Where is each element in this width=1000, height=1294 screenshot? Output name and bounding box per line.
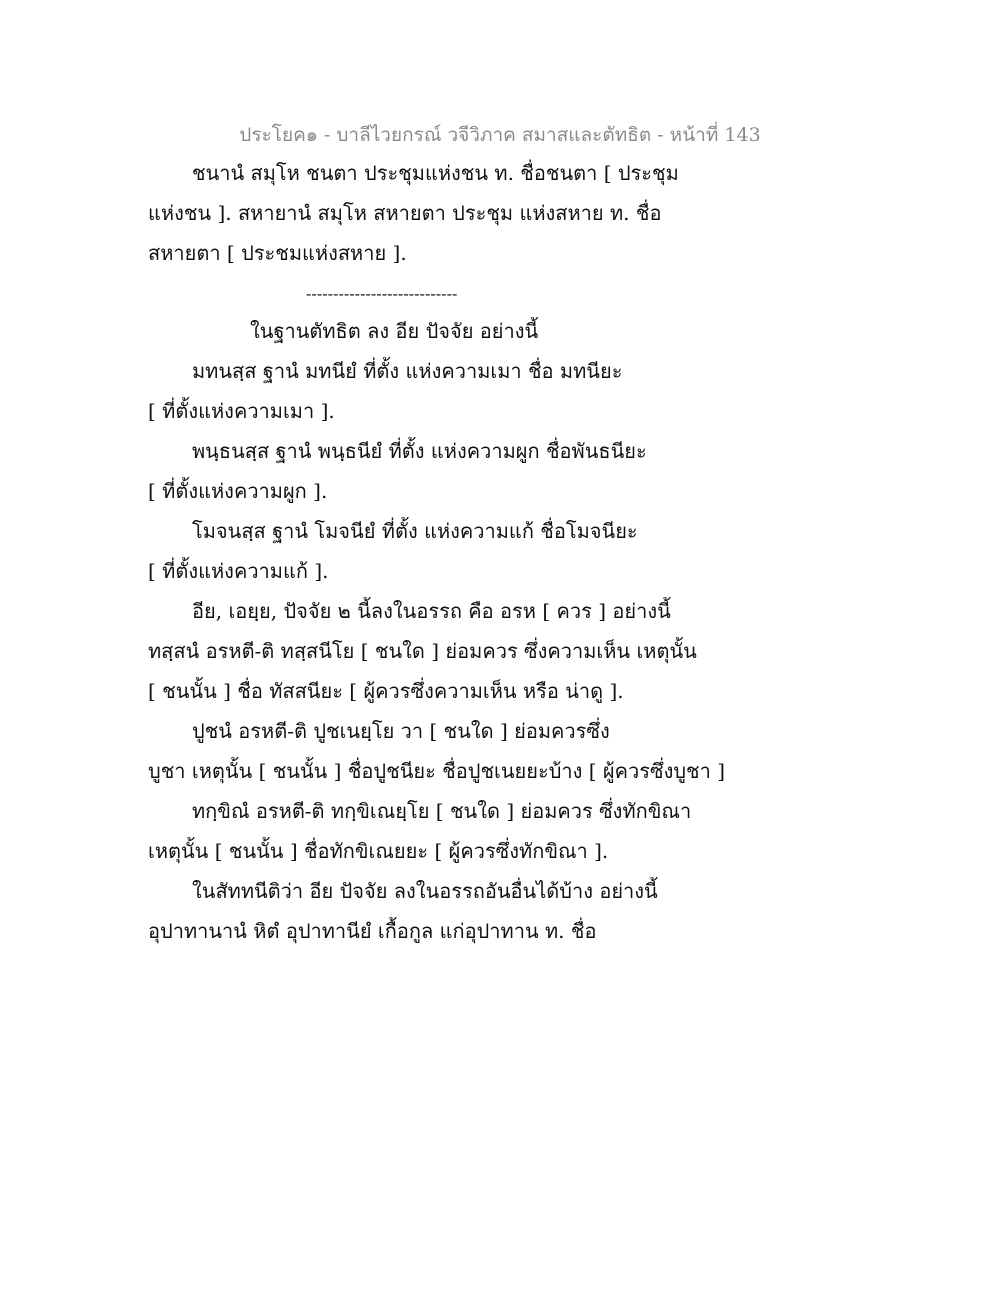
section-heading: ในฐานตัทธิต ลง อีย ปัจจัย อย่างนี้ [250, 319, 539, 343]
text-line: บูชา เหตุนั้น [ ชนนั้น ] ชื่อปูชนียะ ชื่อปูชเนยยะบ้าง [ ผู้ควรซึ่งบูชา ] [148, 759, 726, 783]
text-line: พนฺธนสฺส ฐานํ พนฺธนียํ ที่ตั้ง แห่งความผูก ชื่อพันธนียะ [192, 439, 647, 463]
text-line: โมจนสฺส ฐานํ โมจนียํ ที่ตั้ง แห่งความแก้ ชื่อโมจนียะ [192, 519, 638, 543]
text-line: ปูชนํ อรหตี-ติ ปูชเนยฺโย วา [ ชนใด ] ย่อมควรซึ่ง [192, 719, 610, 743]
text-line: สหายตา [ ประชมแห่งสหาย ]. [148, 241, 407, 265]
text-line: ทกฺขิณํ อรหตี-ติ ทกฺขิเณยฺโย [ ชนใด ] ย่อมควร ซึ่งทักขิณา [192, 799, 692, 823]
text-line: ในสัททนีติว่า อีย ปัจจัย ลงในอรรถอันอื่นได้บ้าง อย่างนี้ [192, 879, 658, 903]
text-line: อุปาทานานํ หิตํ อุปาทานียํ เกื้อกูล แก่อุปาทาน ท. ชื่อ [148, 919, 597, 943]
text-line: เหตุนั้น [ ชนนั้น ] ชื่อทักขิเณยยะ [ ผู้ควรซึ่งทักขิณา ]. [148, 839, 609, 863]
text-line: [ ที่ตั้งแห่งความผูก ]. [148, 479, 328, 503]
page-header: ประโยค๑ - บาลีไวยกรณ์ วจีวิภาค สมาสและตัทธิต - หน้าที่ 143 [239, 124, 761, 146]
text-line: มทนสฺส ฐานํ มทนียํ ที่ตั้ง แห่งความเมา ชื่อ มทนียะ [192, 359, 623, 383]
text-line: [ ชนนั้น ] ชื่อ ทัสสนียะ [ ผู้ควรซึ่งความเห็น หรือ น่าดู ]. [148, 679, 624, 703]
text-line: แห่งชน ]. สหายานํ สมุโห สหายตา ประชุม แห่งสหาย ท. ชื่อ [148, 201, 662, 225]
text-line: [ ที่ตั้งแห่งความเมา ]. [148, 399, 335, 423]
text-line: [ ที่ตั้งแห่งความแก้ ]. [148, 559, 329, 583]
text-line: อีย, เอยฺย, ปัจจัย ๒ นี้ลงในอรรถ คือ อรห [ ควร ] อย่างนี้ [192, 599, 671, 623]
section-divider: ---------------------------- [306, 284, 458, 303]
text-line: ทสฺสนํ อรหตี-ติ ทสฺสนีโย [ ชนใด ] ย่อมควร ซึ่งความเห็น เหตุนั้น [148, 639, 697, 663]
text-line: ชนานํ สมุโห ชนตา ประชุมแห่งชน ท. ชื่อชนตา [ ประชุม [192, 161, 679, 185]
